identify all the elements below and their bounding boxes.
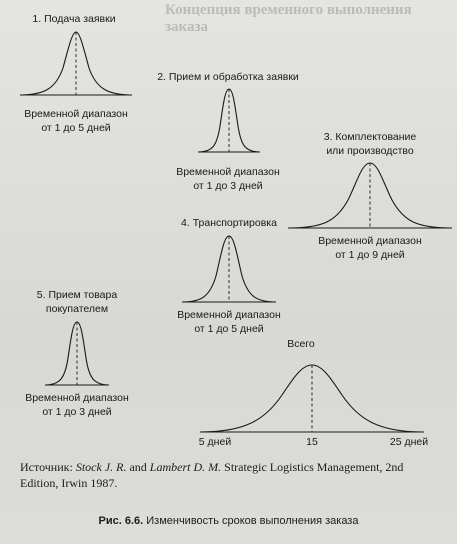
total-tick-mid: 15 bbox=[306, 436, 318, 448]
panel3-title-line1: 3. Комплектование bbox=[323, 131, 417, 143]
source-title: Strategic Logistics Management, 2nd Edition, Irwin 1987. bbox=[20, 460, 404, 490]
panel1-range-value: от 1 до 5 дней bbox=[41, 122, 111, 134]
panel3-range-label: Временной диапазон bbox=[318, 235, 422, 247]
panel4-range-value: от 1 до 5 дней bbox=[194, 323, 264, 335]
source-author1: Stock J. R. bbox=[75, 460, 127, 474]
panel5-title-line2: покупателем bbox=[45, 303, 109, 315]
panel1-range-label: Временной диапазон bbox=[24, 108, 128, 120]
panel2-range-label: Временной диапазон bbox=[176, 166, 280, 178]
total-tick-right: 25 дней bbox=[389, 436, 429, 448]
source-author2: Lambert D. M. bbox=[149, 460, 222, 474]
panel1-title: 1. Подача заявки bbox=[32, 13, 116, 25]
panel2-title: 2. Прием и обработка заявки bbox=[157, 71, 299, 83]
source-note bbox=[20, 459, 440, 491]
panel2-range-value: от 1 до 3 дней bbox=[193, 180, 263, 192]
panel3-range-value: от 1 до 9 дней bbox=[335, 249, 405, 261]
panel3-title-line2: или производство bbox=[326, 145, 414, 157]
background-heading: Концепция временного выполнения заказа bbox=[165, 2, 412, 35]
total-tick-left: 5 дней bbox=[198, 436, 232, 448]
curve-order-processing bbox=[198, 89, 260, 152]
panel5-range-label: Временной диапазон bbox=[25, 392, 129, 404]
panel4-range-label: Временной диапазон bbox=[177, 309, 281, 321]
source-prefix: Источник: bbox=[20, 460, 76, 474]
total-title: Всего bbox=[287, 338, 315, 350]
panel4-title: 4. Транспортировка bbox=[181, 217, 277, 229]
figure-number: Рис. 6.6. bbox=[98, 515, 144, 527]
panel5-title-line1: 5. Прием товара bbox=[36, 289, 118, 301]
panel5-range-value: от 1 до 3 дней bbox=[42, 406, 112, 418]
figure-caption-text: Изменчивость сроков выполнения заказа bbox=[143, 515, 359, 527]
source-and: and bbox=[126, 460, 150, 474]
curve-customer-receipt bbox=[45, 322, 109, 385]
figure-caption bbox=[0, 515, 457, 527]
curve-order-submission bbox=[20, 32, 132, 95]
